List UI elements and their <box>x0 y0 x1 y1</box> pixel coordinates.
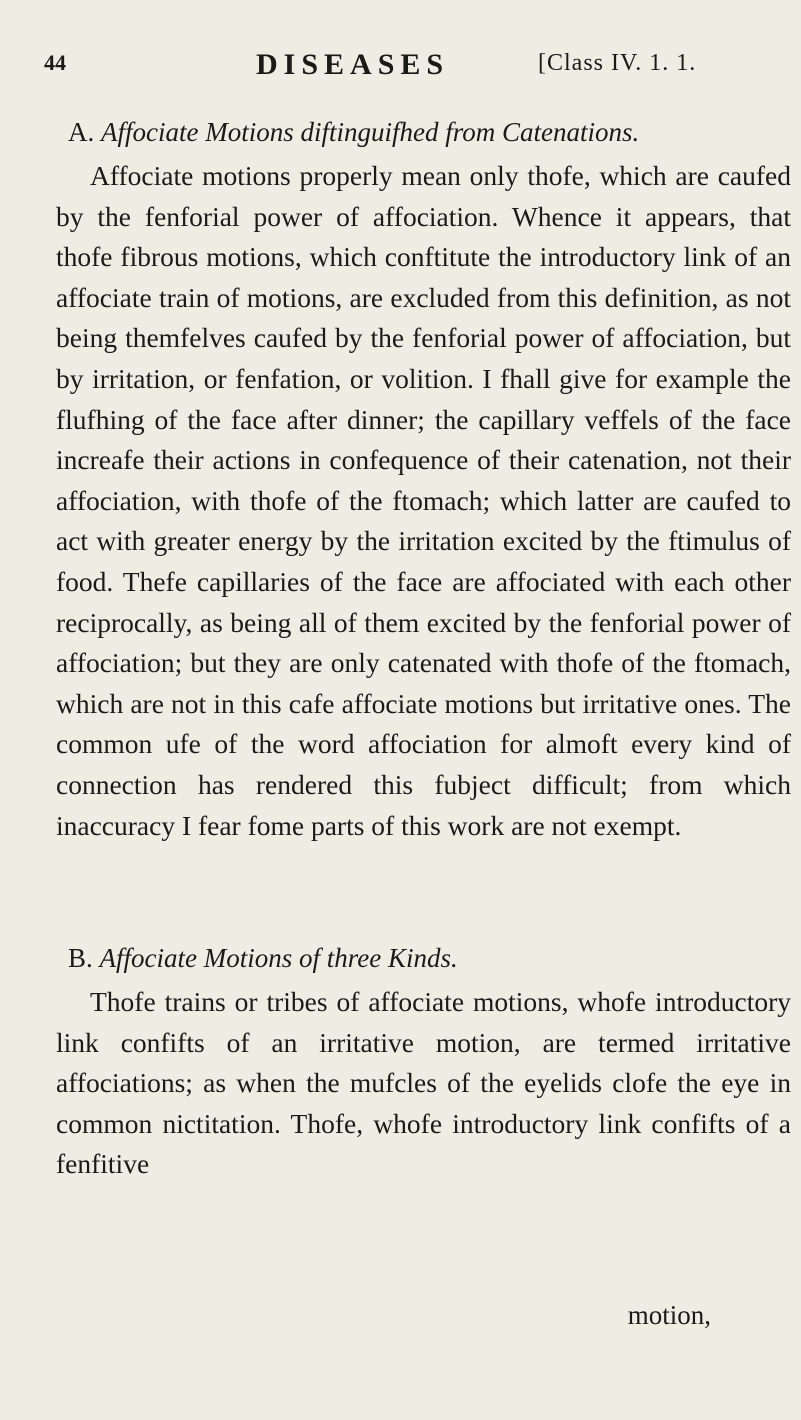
catchword: motion, <box>627 1300 711 1330</box>
section-heading <box>68 112 791 152</box>
section-letter: A. <box>68 117 95 147</box>
class-reference: [Class IV. 1. 1. <box>538 50 697 76</box>
running-head <box>44 48 773 84</box>
section-letter: B. <box>68 943 93 973</box>
section-title: Affociate Motions diftinguifhed from Catenations. <box>101 117 640 147</box>
section-heading <box>68 938 791 978</box>
page-number: 44 <box>44 50 66 75</box>
section-b <box>56 938 791 1185</box>
section-paragraph: Affociate motions properly mean only thofe, which are caufed by the fenforial power of affociation. Whence it appears, that thofe fibrous motions, which conftitute the introductory link of an affociate train of motions, are excluded from this definition, as not being themfelves caufed by the fenforial power of affociation, but by irritation, or fenfation, or volition. I fhall give for example the flufhing of the face after dinner; the capillary veffels of the face increafe their actions in confequence of their catenation, not their affociation, with thofe of the ftomach; which latter are caufed to act with greater energy by the irritation excited by the ftimulus of food. Thefe capillaries of the face are affociated with each other reciprocally, as being all of them excited by the fenforial power of affociation; but they are only catenated with thofe of the ftomach, which are not in this cafe affociate motions but irritative ones. The common ufe of the word affociation for almoft every kind of connection has rendered this fubject difficult; from which inaccuracy I fear fome parts of this work are not exempt. <box>56 160 791 841</box>
section-title: Affociate Motions of three Kinds. <box>99 943 458 973</box>
section-paragraph: Thofe trains or tribes of affociate motions, whofe introductory link confifts of an irritative motion, are termed irritative affociations; as when the mufcles of the eyelids clofe the eye in common nictitation. Thofe, whofe introductory link confifts of a fenfitive <box>56 986 791 1180</box>
running-title: DISEASES <box>256 48 450 81</box>
section-a <box>56 112 791 846</box>
